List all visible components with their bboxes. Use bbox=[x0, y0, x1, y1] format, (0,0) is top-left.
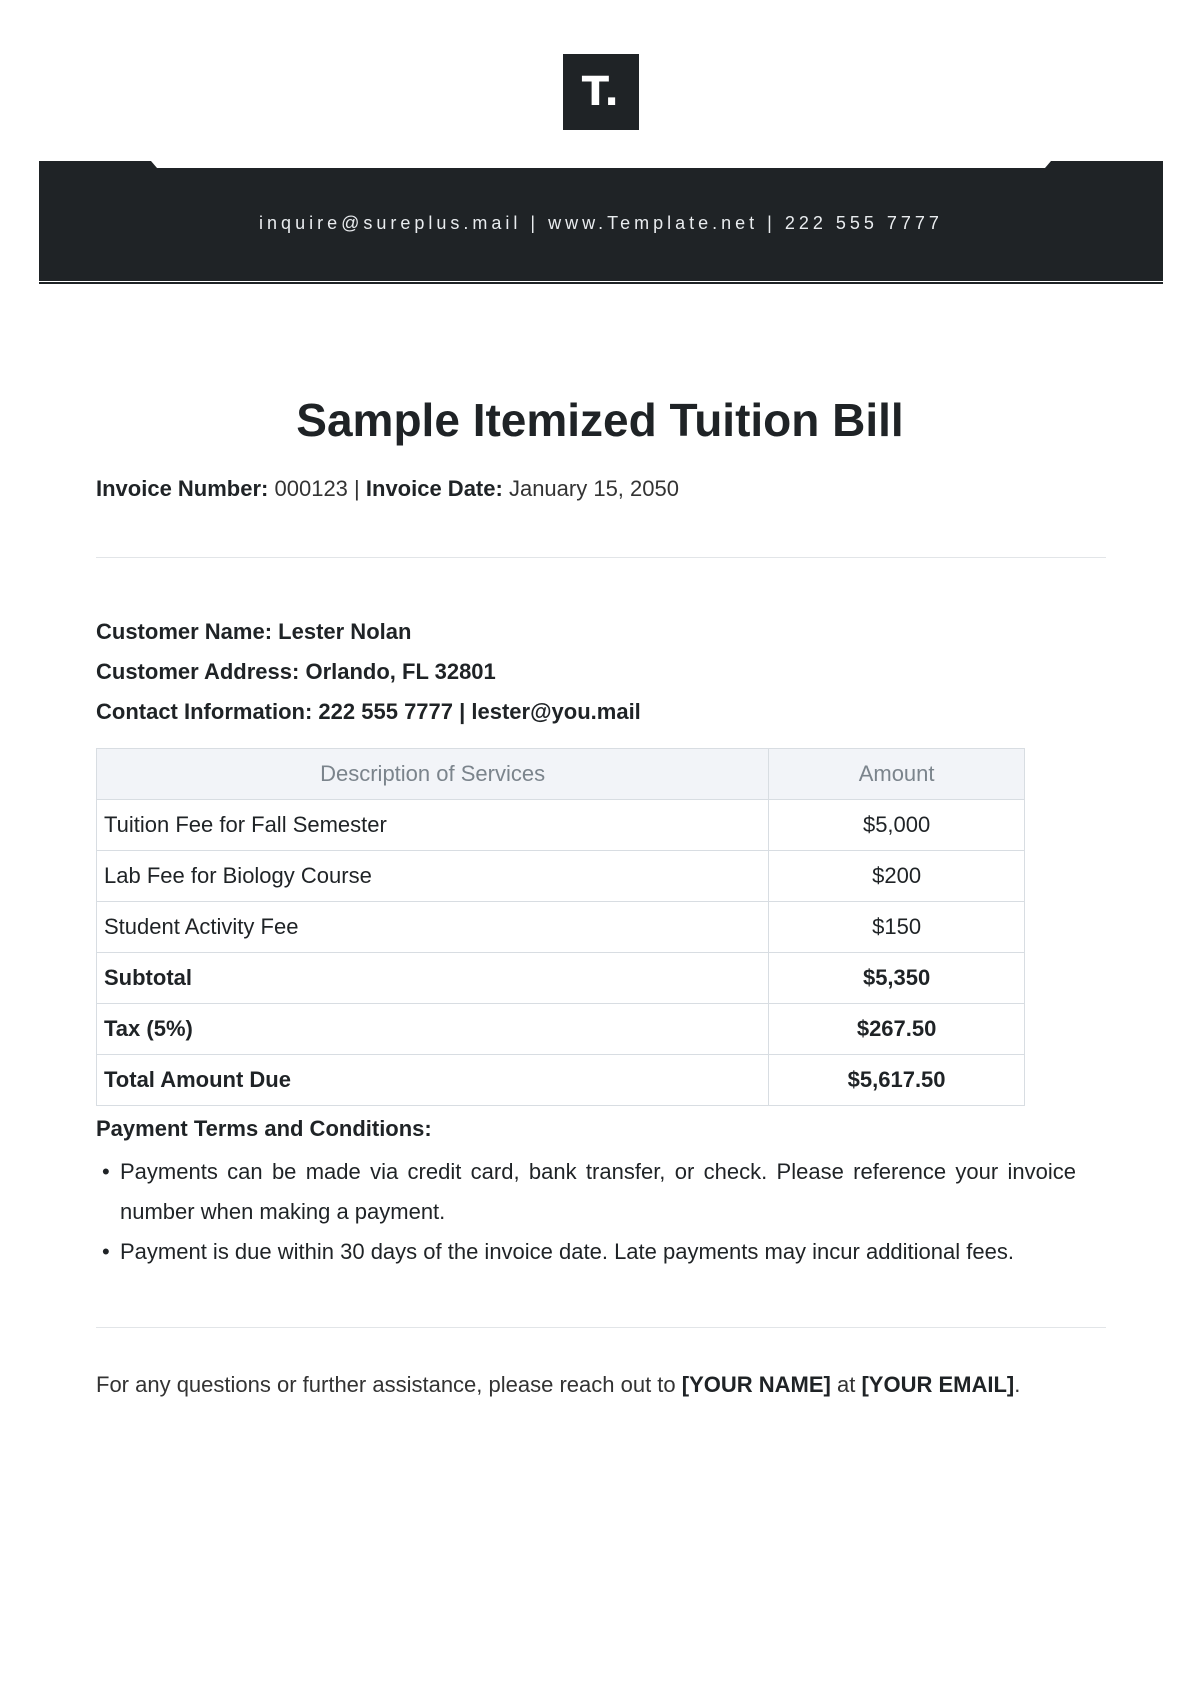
bullet-icon: • bbox=[102, 1159, 110, 1184]
tax-label: Tax (5%) bbox=[97, 1004, 769, 1055]
closing-suffix: . bbox=[1014, 1372, 1021, 1397]
bullet-icon: • bbox=[102, 1239, 110, 1264]
term-text: Payments can be made via credit card, bank transfer, or check. Please reference your invoice number when making a payment. bbox=[120, 1159, 1076, 1224]
divider-bottom bbox=[96, 1327, 1106, 1328]
row-description: Lab Fee for Biology Course bbox=[97, 851, 769, 902]
invoice-meta bbox=[96, 476, 679, 502]
tax-amount: $267.50 bbox=[769, 1004, 1025, 1055]
subtotal-label: Subtotal bbox=[97, 953, 769, 1004]
header-description: Description of Services bbox=[97, 749, 769, 800]
page-title: Sample Itemized Tuition Bill bbox=[296, 394, 904, 446]
customer-contact: Contact Information: 222 555 7777 | lester@you.mail bbox=[96, 699, 641, 724]
row-amount: $150 bbox=[769, 902, 1025, 953]
closing-note bbox=[96, 1372, 1020, 1398]
closing-prefix: For any questions or further assistance, please reach out to bbox=[96, 1372, 682, 1397]
row-amount: $200 bbox=[769, 851, 1025, 902]
customer-info bbox=[96, 612, 641, 732]
contact-name-placeholder: [YOUR NAME] bbox=[681, 1372, 831, 1397]
divider-top bbox=[96, 557, 1106, 558]
table-row bbox=[97, 800, 1025, 851]
tax-row bbox=[97, 1004, 1025, 1055]
header-contact-info: inquire@sureplus.mail | www.Template.net | 222 555 7777 bbox=[259, 213, 943, 233]
total-row bbox=[97, 1055, 1025, 1106]
term-text: Payment is due within 30 days of the invoice date. Late payments may incur additional fees. bbox=[120, 1239, 1014, 1264]
customer-name: Customer Name: Lester Nolan bbox=[96, 619, 412, 644]
invoice-number: 000123 bbox=[274, 476, 348, 501]
closing-middle: at bbox=[830, 1372, 862, 1397]
header-band bbox=[39, 161, 1163, 284]
meta-separator: | bbox=[354, 476, 360, 501]
logo-text: T. bbox=[581, 69, 621, 115]
invoice-number-label: Invoice Number: bbox=[96, 476, 269, 501]
terms-list bbox=[96, 1152, 1076, 1272]
invoice-date: January 15, 2050 bbox=[508, 476, 679, 501]
table-row bbox=[97, 902, 1025, 953]
row-amount: $5,000 bbox=[769, 800, 1025, 851]
contact-email-placeholder: [YOUR EMAIL] bbox=[861, 1372, 1015, 1397]
subtotal-amount: $5,350 bbox=[769, 953, 1025, 1004]
total-amount: $5,617.50 bbox=[769, 1055, 1025, 1106]
table-row bbox=[97, 851, 1025, 902]
list-item bbox=[96, 1232, 1076, 1272]
company-logo bbox=[563, 54, 639, 130]
services-table bbox=[96, 748, 1025, 1106]
row-description: Tuition Fee for Fall Semester bbox=[97, 800, 769, 851]
subtotal-row bbox=[97, 953, 1025, 1004]
customer-address: Customer Address: Orlando, FL 32801 bbox=[96, 659, 496, 684]
row-description: Student Activity Fee bbox=[97, 902, 769, 953]
invoice-date-label: Invoice Date: bbox=[365, 476, 503, 501]
total-label: Total Amount Due bbox=[97, 1055, 769, 1106]
header-amount: Amount bbox=[769, 749, 1025, 800]
table-header-row bbox=[97, 749, 1025, 800]
terms-title: Payment Terms and Conditions: bbox=[96, 1116, 432, 1141]
list-item bbox=[96, 1152, 1076, 1232]
